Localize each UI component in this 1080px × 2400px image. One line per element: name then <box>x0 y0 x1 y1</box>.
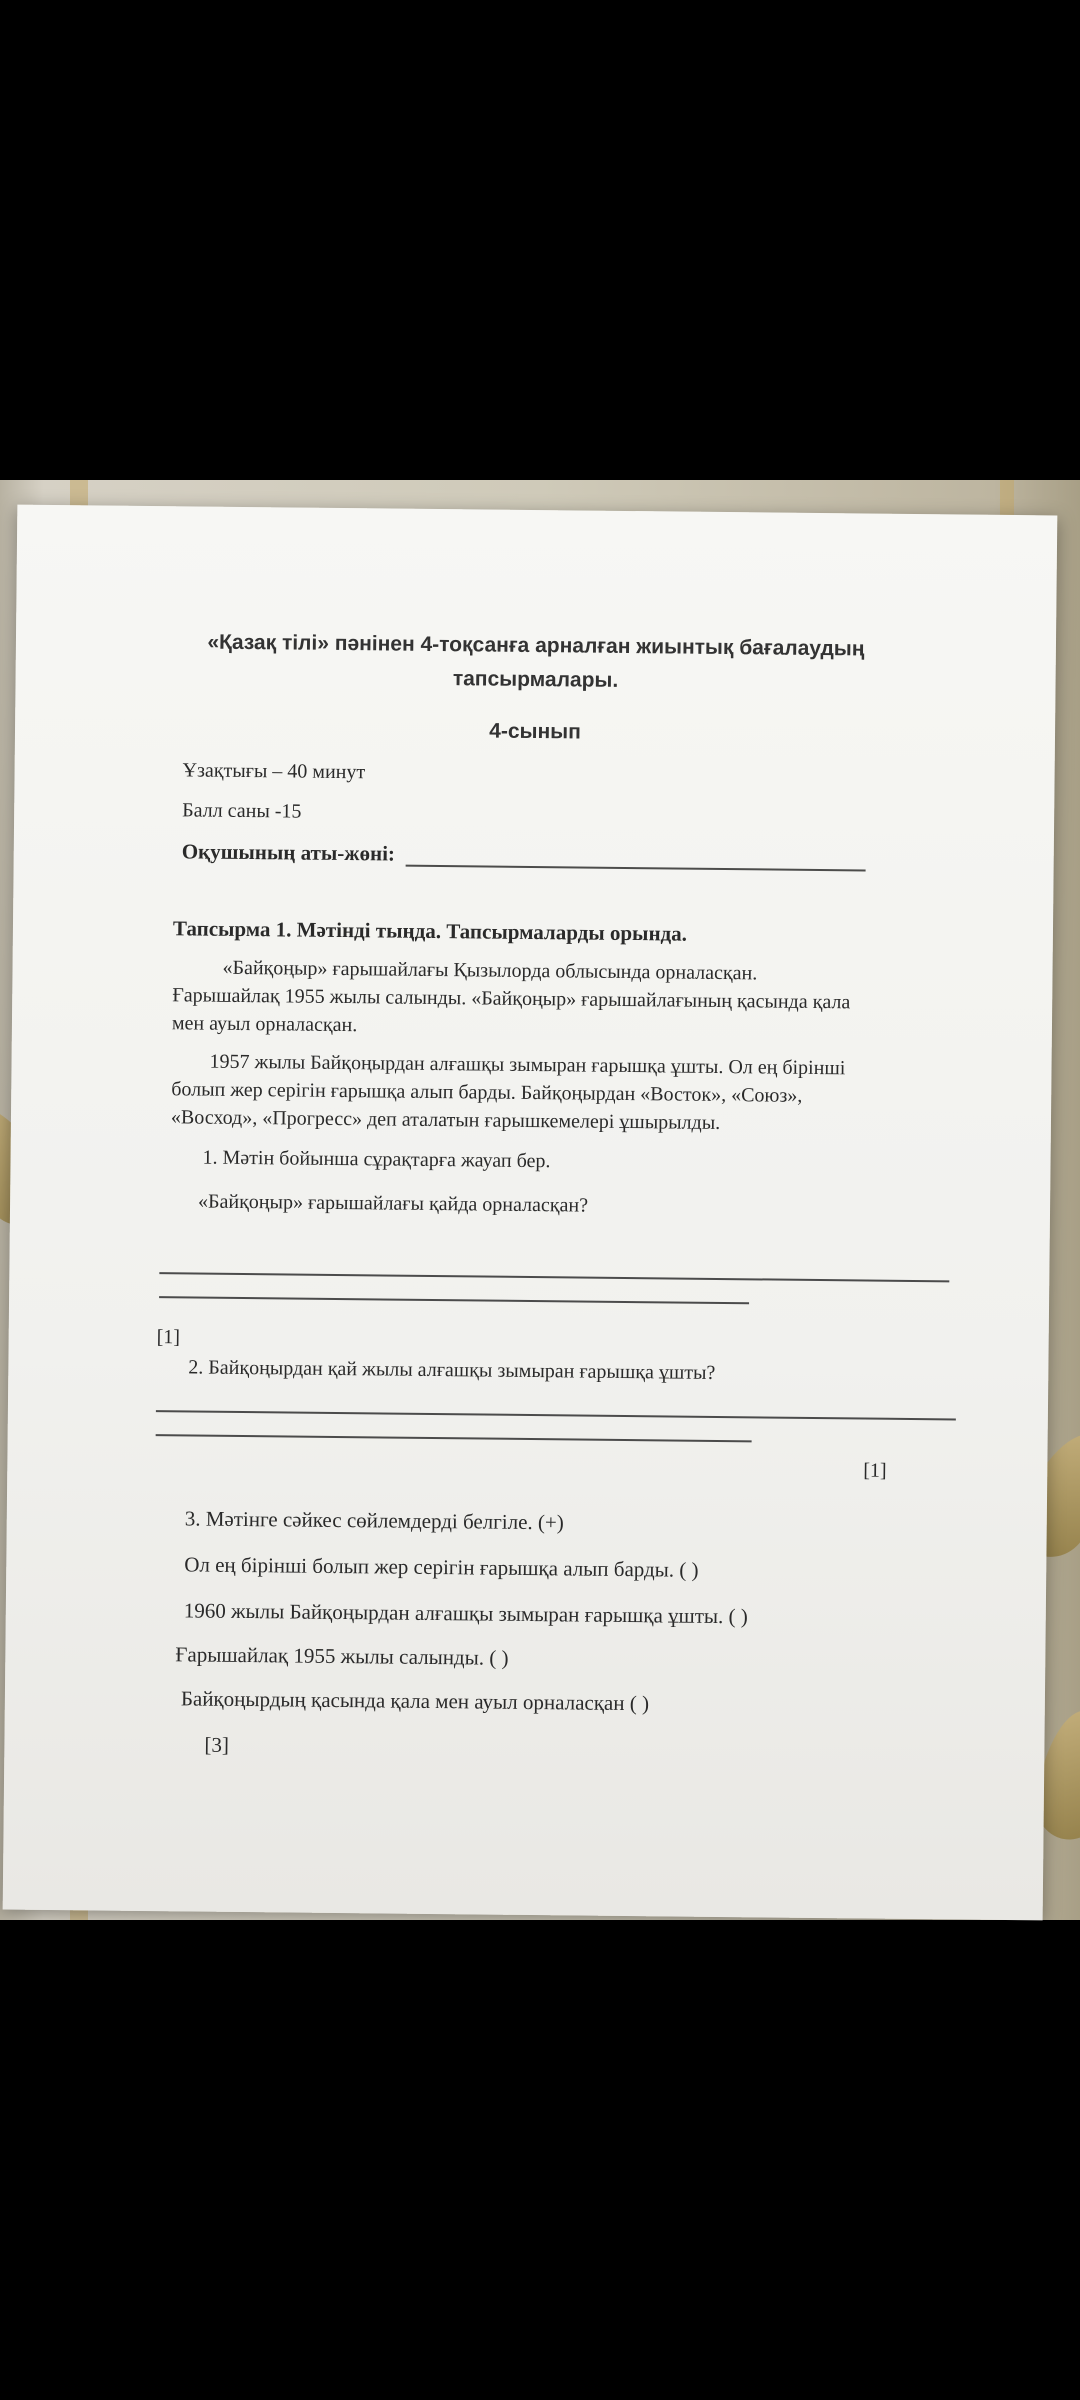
q1-instruction: 1. Мәтін бойынша сұрақтарға жауап бер. <box>202 1146 551 1173</box>
document-title: «Қазақ тілі» пәнінен 4-тоқсанға арналған жиынтық бағалаудың <box>207 630 865 661</box>
q1-answer-line[interactable] <box>159 1296 749 1304</box>
task1-text: «Байқоңыр» ғарышайлағы Қызылорда облысында орналасқан. <box>222 956 758 985</box>
document-title-cont: тапсырмалары. <box>452 667 619 692</box>
grade-label: 4-сынып <box>489 719 581 744</box>
q1-question: «Байқоңыр» ғарышайлағы қайда орналасқан? <box>197 1190 589 1217</box>
task1-text: болып жер серігін ғарышқа алып барды. Байқоңырдан «Восток», «Союз», <box>171 1078 803 1107</box>
q2-question: 2. Байқоңырдан қай жылы алғашқы зымыран ғарышқа ұшты? <box>188 1356 716 1384</box>
q3-score: [3] <box>204 1732 230 1757</box>
task1-text: 1957 жылы Байқоңырдан алғашқы зымыран ғарышқа ұшты. Ол ең бірінші <box>209 1050 846 1080</box>
q3-statement: Байқоңырдың қасында қала мен ауыл орналасқан ( ) <box>180 1686 650 1716</box>
q3-statement: Ол ең бірінші болып жер серігін ғарышқа алып барды. ( ) <box>184 1552 699 1582</box>
q2-score: [1] <box>863 1459 887 1482</box>
points-text: Балл саны -15 <box>182 799 302 823</box>
q2-answer-line[interactable] <box>156 1410 956 1420</box>
student-name-line[interactable] <box>406 865 866 872</box>
q3-instruction: 3. Мәтінге сәйкес сөйлемдерді белгіле. (+) <box>184 1506 564 1535</box>
task1-text: Ғарышайлақ 1955 жылы салынды. «Байқоңыр» ғарышайлағының қасында қала <box>172 984 851 1014</box>
task1-heading: Тапсырма 1. Мәтінді тыңда. Тапсырмаларды орында. <box>172 916 688 946</box>
q2-answer-line[interactable] <box>156 1434 752 1442</box>
q1-answer-line[interactable] <box>159 1272 949 1282</box>
task1-text: мен ауыл орналасқан. <box>171 1012 358 1037</box>
student-name-label: Оқушының аты-жөні: <box>181 839 396 866</box>
q3-statement: 1960 жылы Байқоңырдан алғашқы зымыран ғарышқа ұшты. ( ) <box>183 1598 748 1629</box>
exam-sheet <box>3 505 1058 1921</box>
duration-text: Ұзақтығы – 40 минут <box>182 759 366 784</box>
task1-text: «Восход», «Прогресс» деп аталатын ғарышкемелері ұшырылды. <box>170 1106 721 1134</box>
q3-statement: Ғарышайлақ 1955 жылы салынды. ( ) <box>175 1642 509 1670</box>
q1-score: [1] <box>156 1326 181 1349</box>
